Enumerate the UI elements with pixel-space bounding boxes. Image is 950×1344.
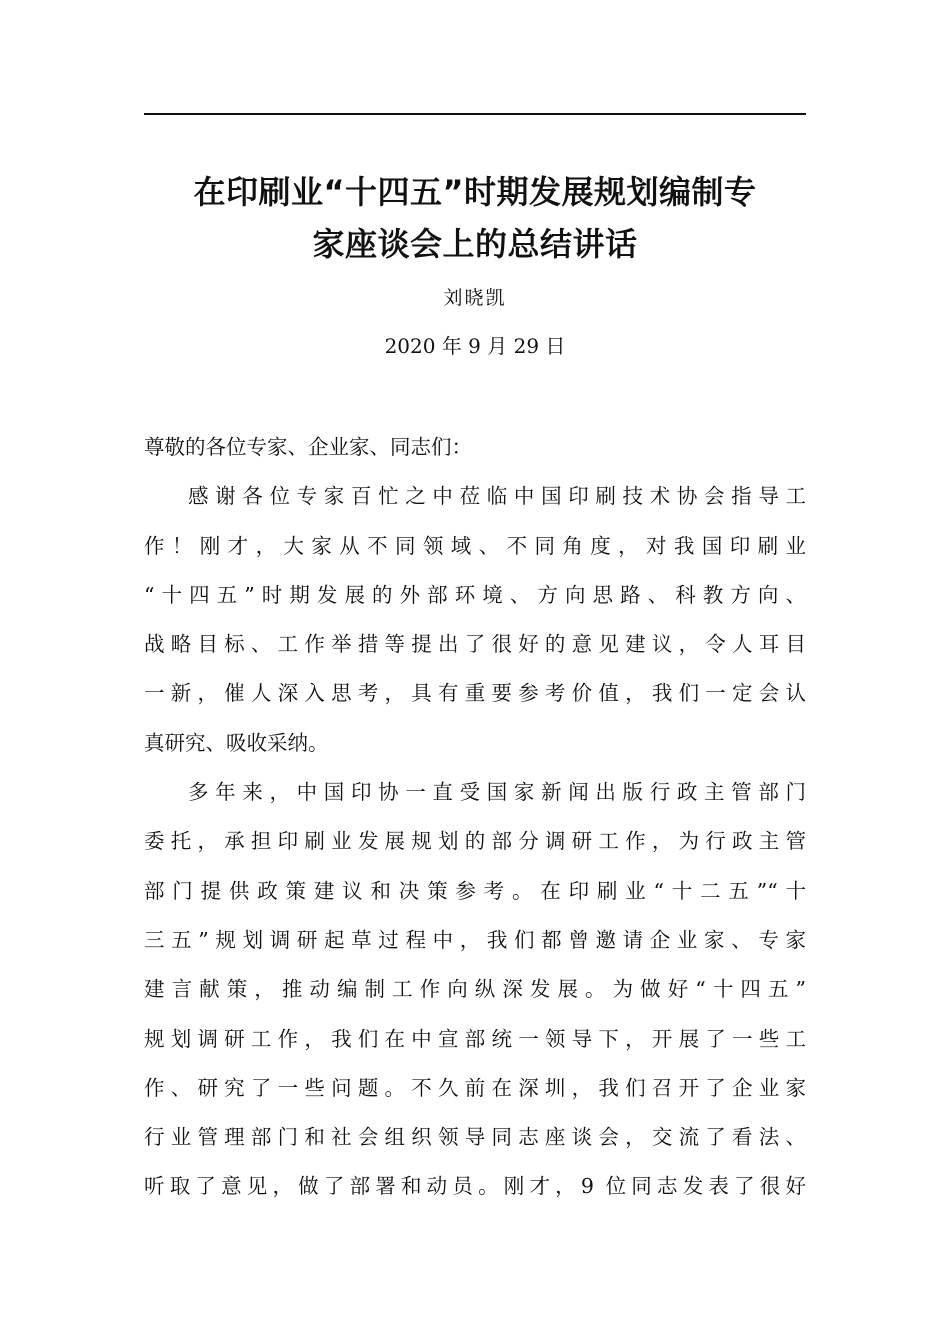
paragraph-1-line: 作！刚才，大家从不同领域、不同角度，对我国印刷业: [144, 533, 806, 558]
paragraph-1-line: 真研究、吸收采纳。: [144, 730, 329, 755]
title-line-1: 在印刷业“十四五”时期发展规划编制专: [193, 173, 757, 211]
salutation: 尊敬的各位专家、企业家、同志们：: [144, 435, 472, 459]
paragraph-2-line: 听取了意见，做了部署和动员。刚才，9 位同志发表了很好: [144, 1174, 806, 1199]
document-title: [144, 166, 806, 270]
paragraph-2-line: 建言献策，推动编制工作向纵深发展。为做好“十四五”: [144, 977, 806, 1002]
paragraph-1-line: 一新，催人深入思考，具有重要参考价值，我们一定会认: [144, 681, 806, 706]
speech-body: [144, 423, 806, 1212]
paragraph-2-line: 行业管理部门和社会组织领导同志座谈会，交流了看法、: [144, 1125, 806, 1150]
paragraph-2-line: 三五”规划调研起草过程中，我们都曾邀请企业家、专家: [144, 927, 806, 952]
title-line-2: 家座谈会上的总结讲话: [312, 225, 638, 263]
paragraph-2-line: 多年来，中国印协一直受国家新闻出版行政主管部门: [188, 780, 806, 805]
paragraph-1-line: 战略目标、工作举措等提出了很好的意见建议，令人耳目: [144, 632, 806, 657]
paragraph-1-line: 感谢各位专家百忙之中莅临中国印刷技术协会指导工: [188, 484, 806, 509]
paragraph-2-line: 部门提供政策建议和决策参考。在印刷业“十二五”“十: [144, 878, 806, 903]
header-rule: [144, 113, 806, 115]
paragraph-2-line: 委托，承担印刷业发展规划的部分调研工作，为行政主管: [144, 829, 806, 854]
paragraph-2-line: 作、研究了一些问题。不久前在深圳，我们召开了企业家: [144, 1075, 806, 1100]
paragraph-1-line: “十四五”时期发展的外部环境、方向思路、科教方向、: [144, 582, 806, 607]
paragraph-2-line: 规划调研工作，我们在中宣部统一领导下，开展了一些工: [144, 1026, 806, 1051]
speech-date: 2020 年 9 月 29 日: [384, 334, 566, 358]
author-name: 刘晓凯: [443, 287, 507, 309]
